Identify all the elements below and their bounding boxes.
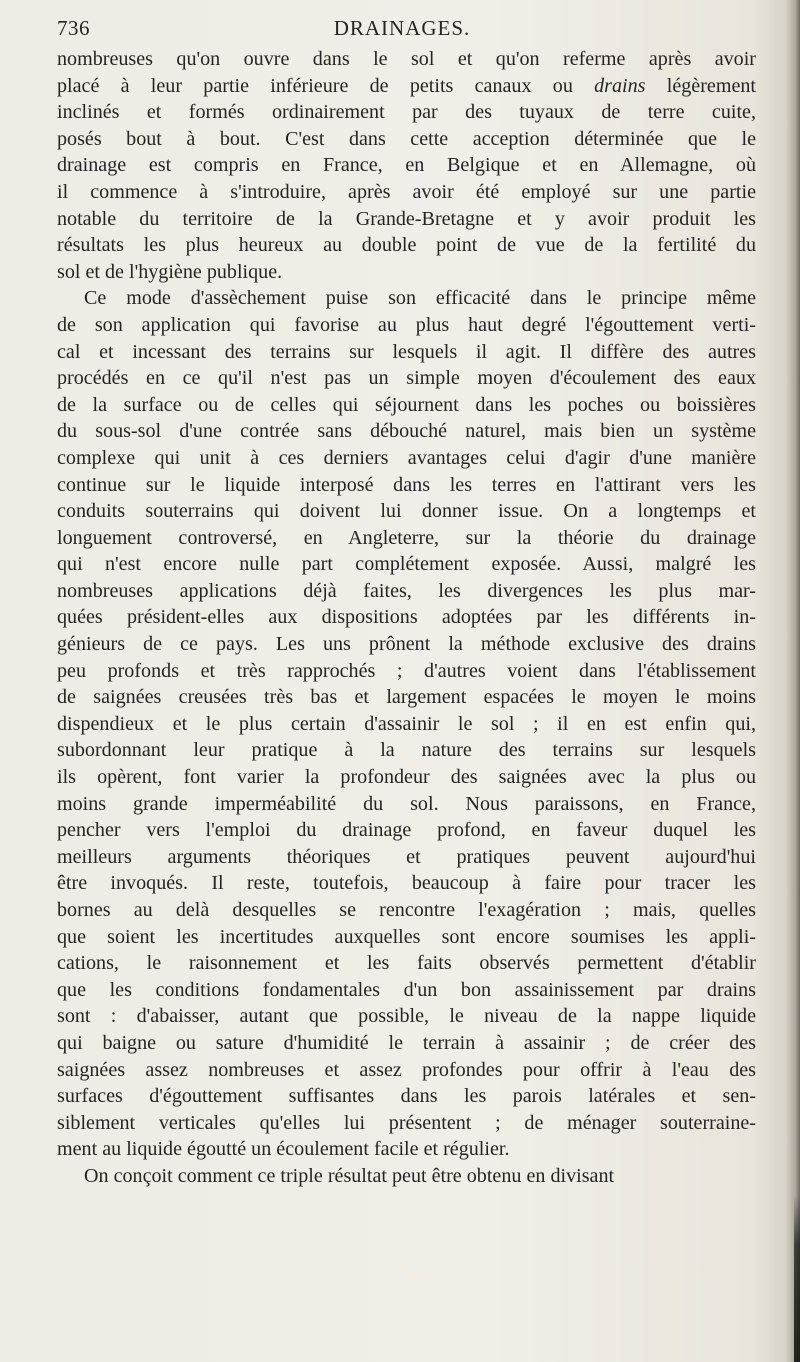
text-line: saignées assez nombreuses et assez profondes pour offrir à l'eau des: [57, 1058, 756, 1081]
text-line: longuement controversé, en Angleterre, sur la théorie du drainage: [57, 526, 756, 549]
text-line: meilleurs arguments théoriques et pratiques peuvent aujourd'hui: [57, 845, 756, 868]
text-line: génieurs de ce pays. Les uns prônent la méthode exclusive des drains: [57, 633, 756, 656]
paragraph: [57, 1163, 756, 1190]
text-line: inclinés et formés ordinairement par des tuyaux de terre cuite,: [57, 101, 756, 124]
text-line: de son application qui favorise au plus haut degré l'égouttement verti-: [57, 313, 756, 336]
text-line: surfaces d'égouttement suffisantes dans les parois latérales et sen-: [57, 1085, 756, 1108]
text-segment: légèrement: [645, 74, 757, 97]
text-line: bornes au delà desquelles se rencontre l'exagération ; mais, quelles: [57, 899, 756, 921]
text-line: posés bout à bout. C'est dans cette acception déterminée que le: [57, 127, 756, 150]
text-line: pencher vers l'emploi du drainage profond, en faveur duquel les: [57, 819, 756, 842]
text-line: de la surface ou de celles qui séjournent dans les poches ou boissières: [57, 393, 756, 416]
page-header: [57, 16, 747, 46]
running-title: DRAINAGES.: [333, 16, 471, 40]
page-number: 736: [57, 16, 90, 40]
text-line: qui baigne ou sature d'humidité le terrain à assainir ; de créer des: [57, 1031, 756, 1054]
text-line: quées président-elles aux dispositions adoptées par les différents in-: [57, 606, 756, 629]
text-line: siblement verticales qu'elles lui présentent ; de ménager souterraine-: [57, 1111, 756, 1134]
text-line: que les conditions fondamentales d'un bon assainissement par drains: [57, 978, 756, 1001]
text-line: moins grande imperméabilité du sol. Nous paraissons, en France,: [57, 792, 756, 815]
text-line: que soient les incertitudes auxquelles sont encore soumises les appli-: [57, 925, 756, 948]
text-line: sont : d'abaisser, autant que possible, le niveau de la nappe liquide: [57, 1005, 756, 1028]
text-line: Ce mode d'assèchement puise son efficacité dans le principe même: [84, 287, 756, 310]
paragraph: [57, 46, 756, 285]
text-line: nombreuses qu'on ouvre dans le sol et qu'on referme après avoir: [57, 48, 756, 70]
text-line: complexe qui unit à ces derniers avantages celui d'agir d'une manière: [57, 446, 756, 469]
paragraph: [57, 285, 756, 1163]
text-line: subordonnant leur pratique à la nature des terrains sur lesquels: [57, 739, 756, 762]
text-line: résultats les plus heureux au double point de vue de la fertilité du: [57, 234, 756, 257]
text-line: ment au liquide égoutté un écoulement facile et régulier.: [57, 1138, 510, 1161]
text-line: qui n'est encore nulle part complétement exposée. Aussi, malgré les: [57, 553, 756, 576]
text-line: conduits souterrains qui doivent lui donner issue. On a longtemps et: [57, 500, 756, 523]
binding-edge: [794, 1195, 800, 1362]
text-segment: placé à leur partie inférieure de petits canaux ou: [57, 74, 595, 97]
text-line: de saignées creusées très bas et largement espacées le moyen le moins: [57, 686, 756, 709]
text-line: procédés en ce qu'il n'est pas un simple moyen d'écoulement des eaux: [57, 367, 756, 390]
text-line: On conçoit comment ce triple résultat peut être obtenu en divisant: [84, 1164, 615, 1187]
page-edge-shadow: [786, 0, 800, 1362]
text-line: sol et de l'hygiène publique.: [57, 260, 283, 283]
text-line: cal et incessant des terrains sur lesquels il agit. Il diffère des autres: [57, 340, 756, 363]
text-line: cations, le raisonnement et les faits observés permettent d'établir: [57, 952, 756, 975]
text-line: continue sur le liquide interposé dans les terres en l'attirant vers les: [57, 473, 756, 496]
body-text: [57, 46, 756, 1190]
text-line: ils opèrent, font varier la profondeur des saignées avec la plus ou: [57, 766, 756, 789]
text-line: [57, 73, 756, 100]
text-line: peu profonds et très rapprochés ; d'autres voient dans l'établissement: [57, 659, 756, 682]
italic-term: drains: [594, 74, 646, 97]
text-line: nombreuses applications déjà faites, les divergences les plus mar-: [57, 579, 756, 602]
text-line: être invoqués. Il reste, toutefois, beaucoup à faire pour tracer les: [57, 872, 756, 895]
text-line: du sous-sol d'une contrée sans débouché naturel, mais bien un système: [57, 420, 756, 443]
text-line: il commence à s'introduire, après avoir été employé sur une partie: [57, 180, 756, 203]
text-line: notable du territoire de la Grande-Bretagne et y avoir produit les: [57, 207, 756, 230]
text-line: drainage est compris en France, en Belgique et en Allemagne, où: [57, 154, 756, 177]
text-line: dispendieux et le plus certain d'assainir le sol ; il en est enfin qui,: [57, 712, 756, 735]
